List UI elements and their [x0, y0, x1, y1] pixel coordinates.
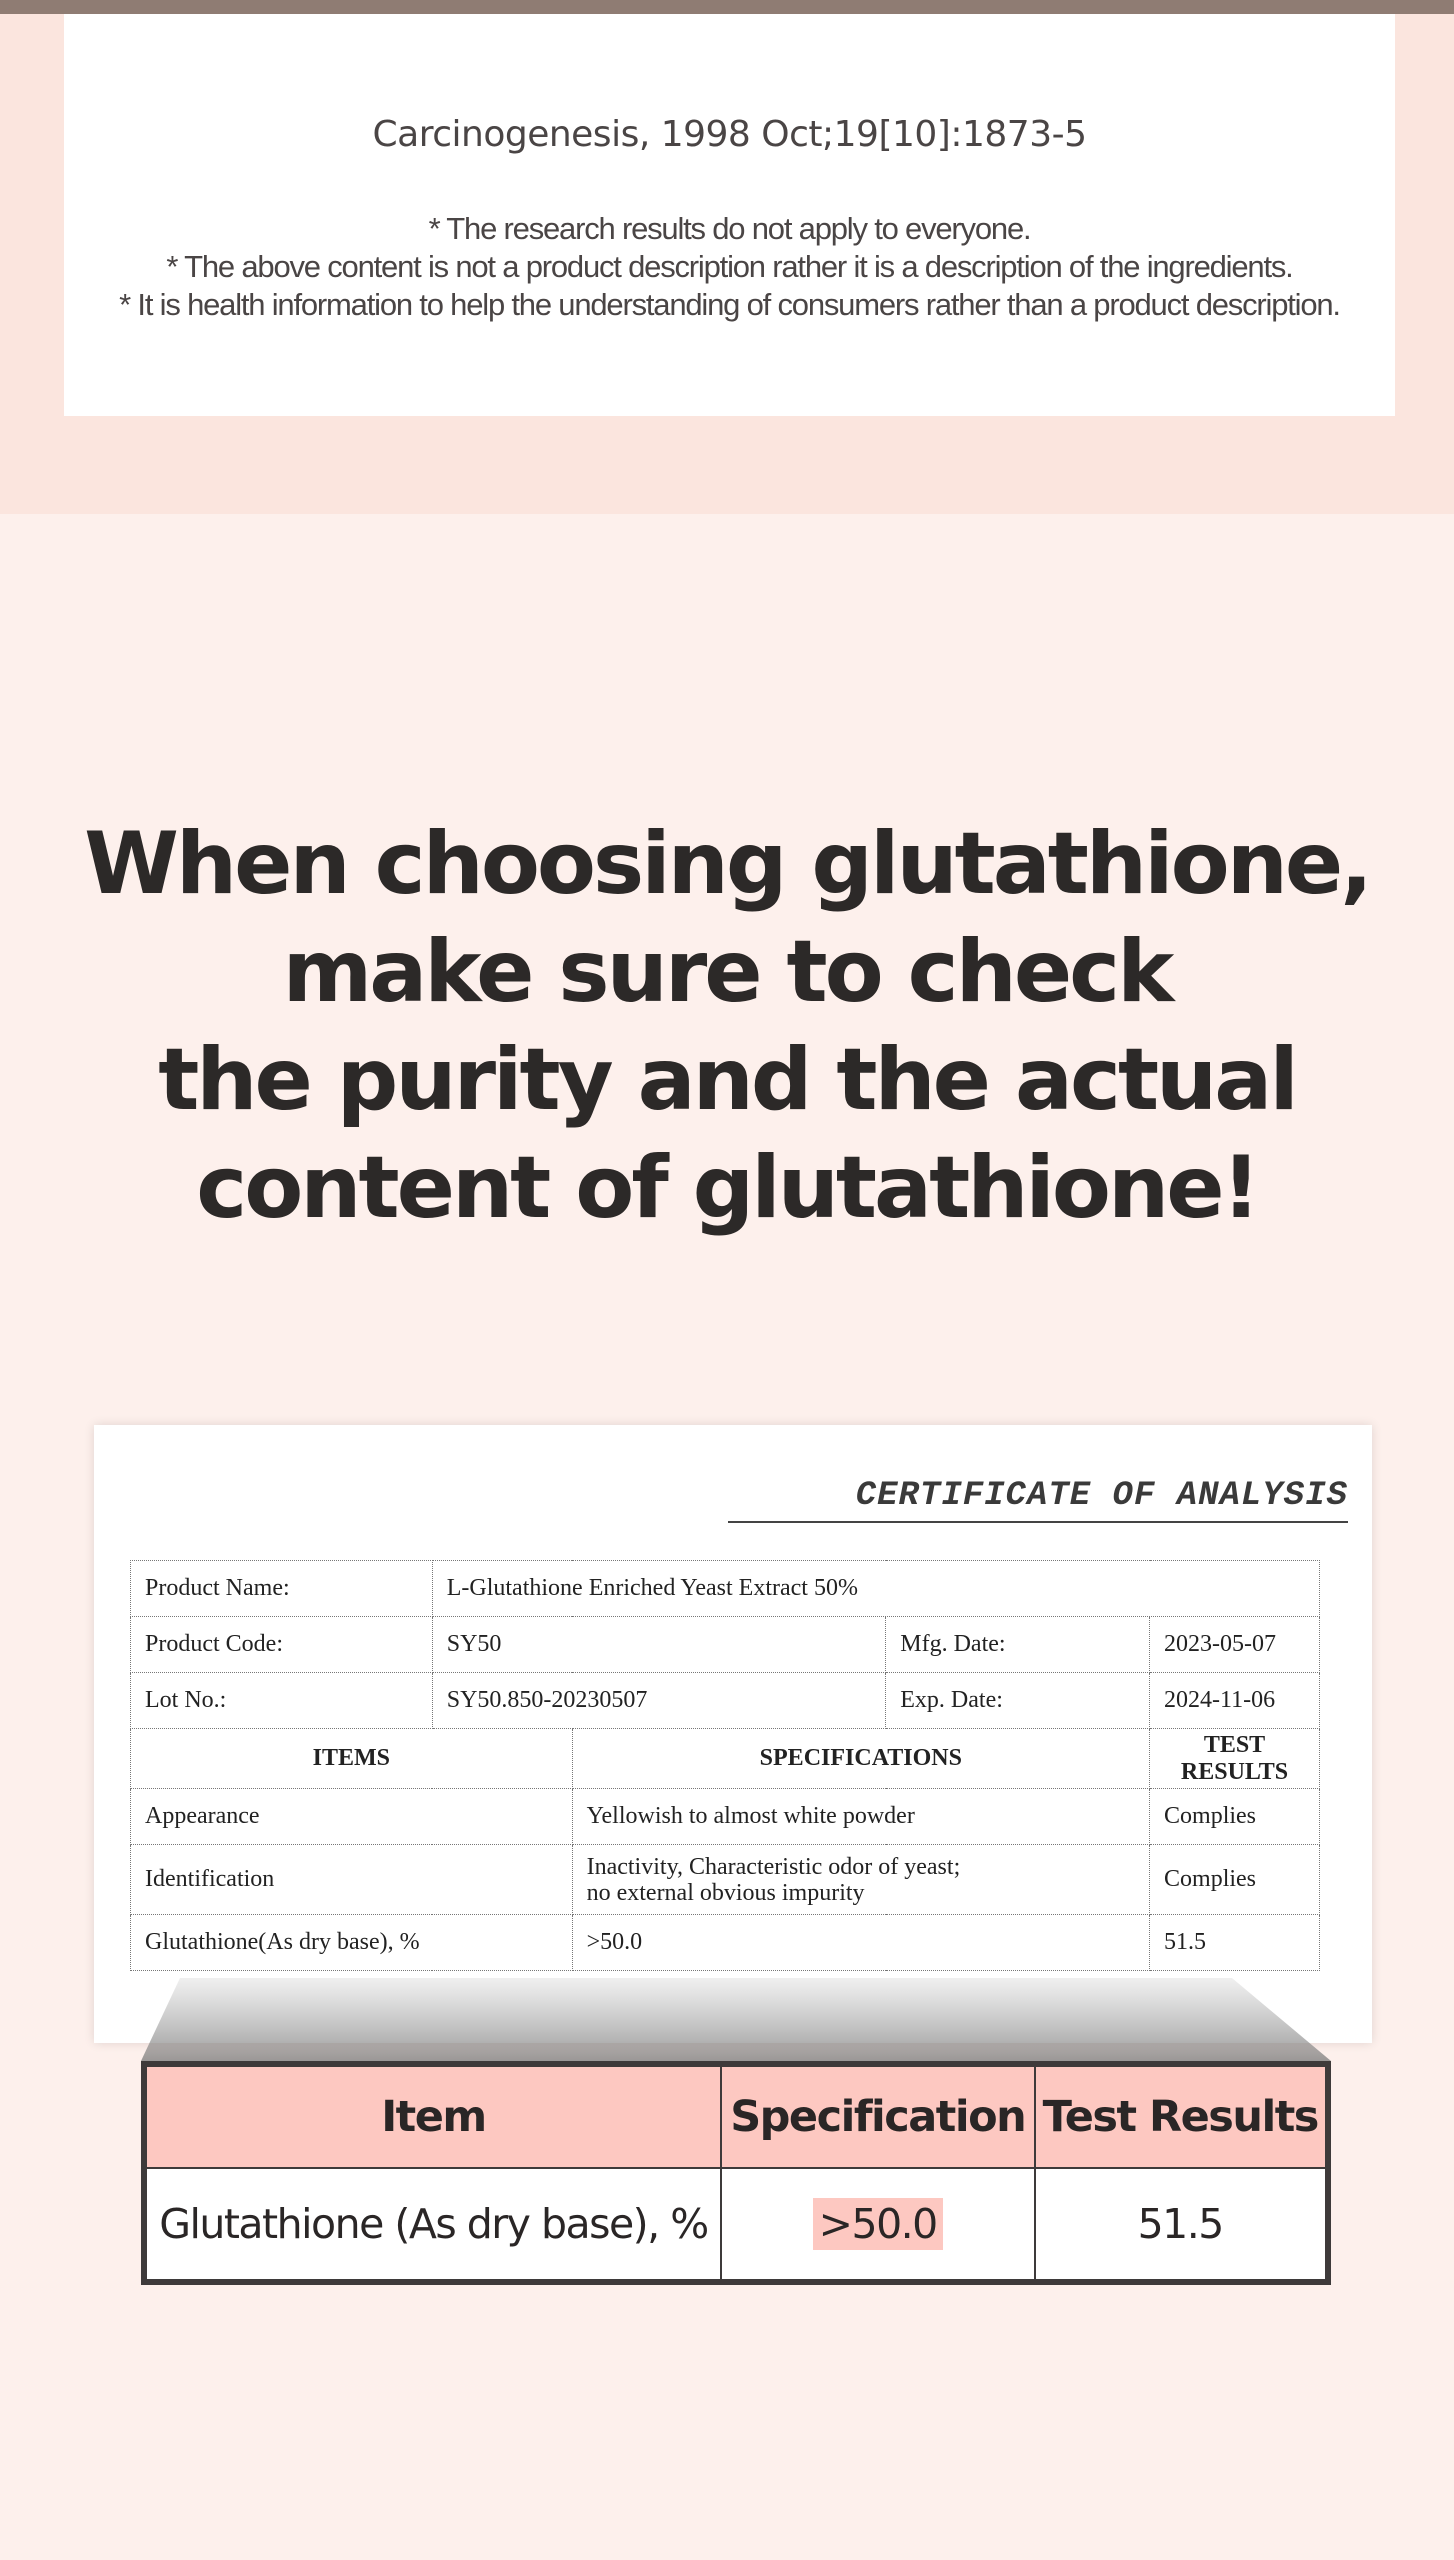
exp-date-label: Exp. Date: — [886, 1673, 1150, 1729]
zoom-spec-cell — [721, 2168, 1035, 2282]
product-name-label: Product Name: — [131, 1561, 433, 1617]
headline-line-1: When choosing glutathione, — [84, 814, 1370, 914]
result-cell: 51.5 — [1150, 1915, 1320, 1971]
disclaimer-3: * It is health information to help the understanding of consumers rather than a product description. — [119, 287, 1340, 322]
lot-no-label: Lot No.: — [131, 1673, 433, 1729]
table-row — [131, 1617, 1320, 1673]
headline-line-3: the purity and the actual — [158, 1030, 1296, 1130]
certificate-title: CERTIFICATE OF ANALYSIS — [728, 1477, 1348, 1523]
spec-cell: >50.0 — [572, 1915, 1149, 1971]
column-header-items: ITEMS — [131, 1729, 573, 1789]
zoom-item-cell: Glutathione (As dry base), % — [144, 2168, 721, 2282]
disclaimer-2: * The above content is not a product description rather it is a description of the ingredients. — [166, 249, 1293, 284]
top-strip — [0, 0, 1454, 14]
product-code-label: Product Code: — [131, 1617, 433, 1673]
item-cell: Identification — [131, 1845, 573, 1915]
zoom-header-item: Item — [144, 2064, 721, 2168]
zoomed-result-table — [141, 2061, 1331, 2285]
column-header-specifications: SPECIFICATIONS — [572, 1729, 1149, 1789]
disclaimer-1: * The research results do not apply to everyone. — [428, 211, 1031, 246]
zoom-header-specification: Specification — [721, 2064, 1035, 2168]
headline-line-4: content of glutathione! — [196, 1138, 1258, 1238]
certificate-table — [130, 1560, 1320, 1971]
zoom-header-row — [144, 2064, 1328, 2168]
reference-card — [64, 14, 1395, 416]
table-row — [131, 1561, 1320, 1617]
headline-line-2: make sure to check — [282, 922, 1172, 1022]
mfg-date-label: Mfg. Date: — [886, 1617, 1150, 1673]
result-cell: Complies — [1150, 1845, 1320, 1915]
item-cell: Glutathione(As dry base), % — [131, 1915, 573, 1971]
item-cell: Appearance — [131, 1789, 573, 1845]
result-cell: Complies — [1150, 1789, 1320, 1845]
exp-date-value: 2024-11-06 — [1150, 1673, 1320, 1729]
spec-cell — [572, 1845, 1149, 1915]
product-code-value: SY50 — [432, 1617, 886, 1673]
spec-cell: Yellowish to almost white powder — [572, 1789, 1149, 1845]
spec-line: no external obvious impurity — [586, 1879, 865, 1906]
disclaimer-list — [64, 210, 1395, 324]
zoom-data-row — [144, 2168, 1328, 2282]
table-row — [131, 1845, 1320, 1915]
lot-no-value: SY50.850-20230507 — [432, 1673, 886, 1729]
zoom-result-cell: 51.5 — [1035, 2168, 1329, 2282]
column-header-test-results: TEST RESULTS — [1150, 1729, 1320, 1789]
certificate-image — [94, 1425, 1372, 2043]
zoom-header-test-results: Test Results — [1035, 2064, 1329, 2168]
table-header-row — [131, 1729, 1320, 1789]
citation-text: Carcinogenesis, 1998 Oct;19[10]:1873-5 — [372, 114, 1087, 155]
certificate-fade — [94, 1975, 1372, 2043]
highlighted-spec: >50.0 — [813, 2198, 943, 2250]
table-row — [131, 1673, 1320, 1729]
spec-line: Inactivity, Characteristic odor of yeast; — [586, 1853, 961, 1880]
product-name-value: L-Glutathione Enriched Yeast Extract 50% — [432, 1561, 1319, 1617]
page-headline — [0, 810, 1454, 1242]
mfg-date-value: 2023-05-07 — [1150, 1617, 1320, 1673]
table-row — [131, 1789, 1320, 1845]
table-row — [131, 1915, 1320, 1971]
reference-section — [0, 14, 1454, 514]
